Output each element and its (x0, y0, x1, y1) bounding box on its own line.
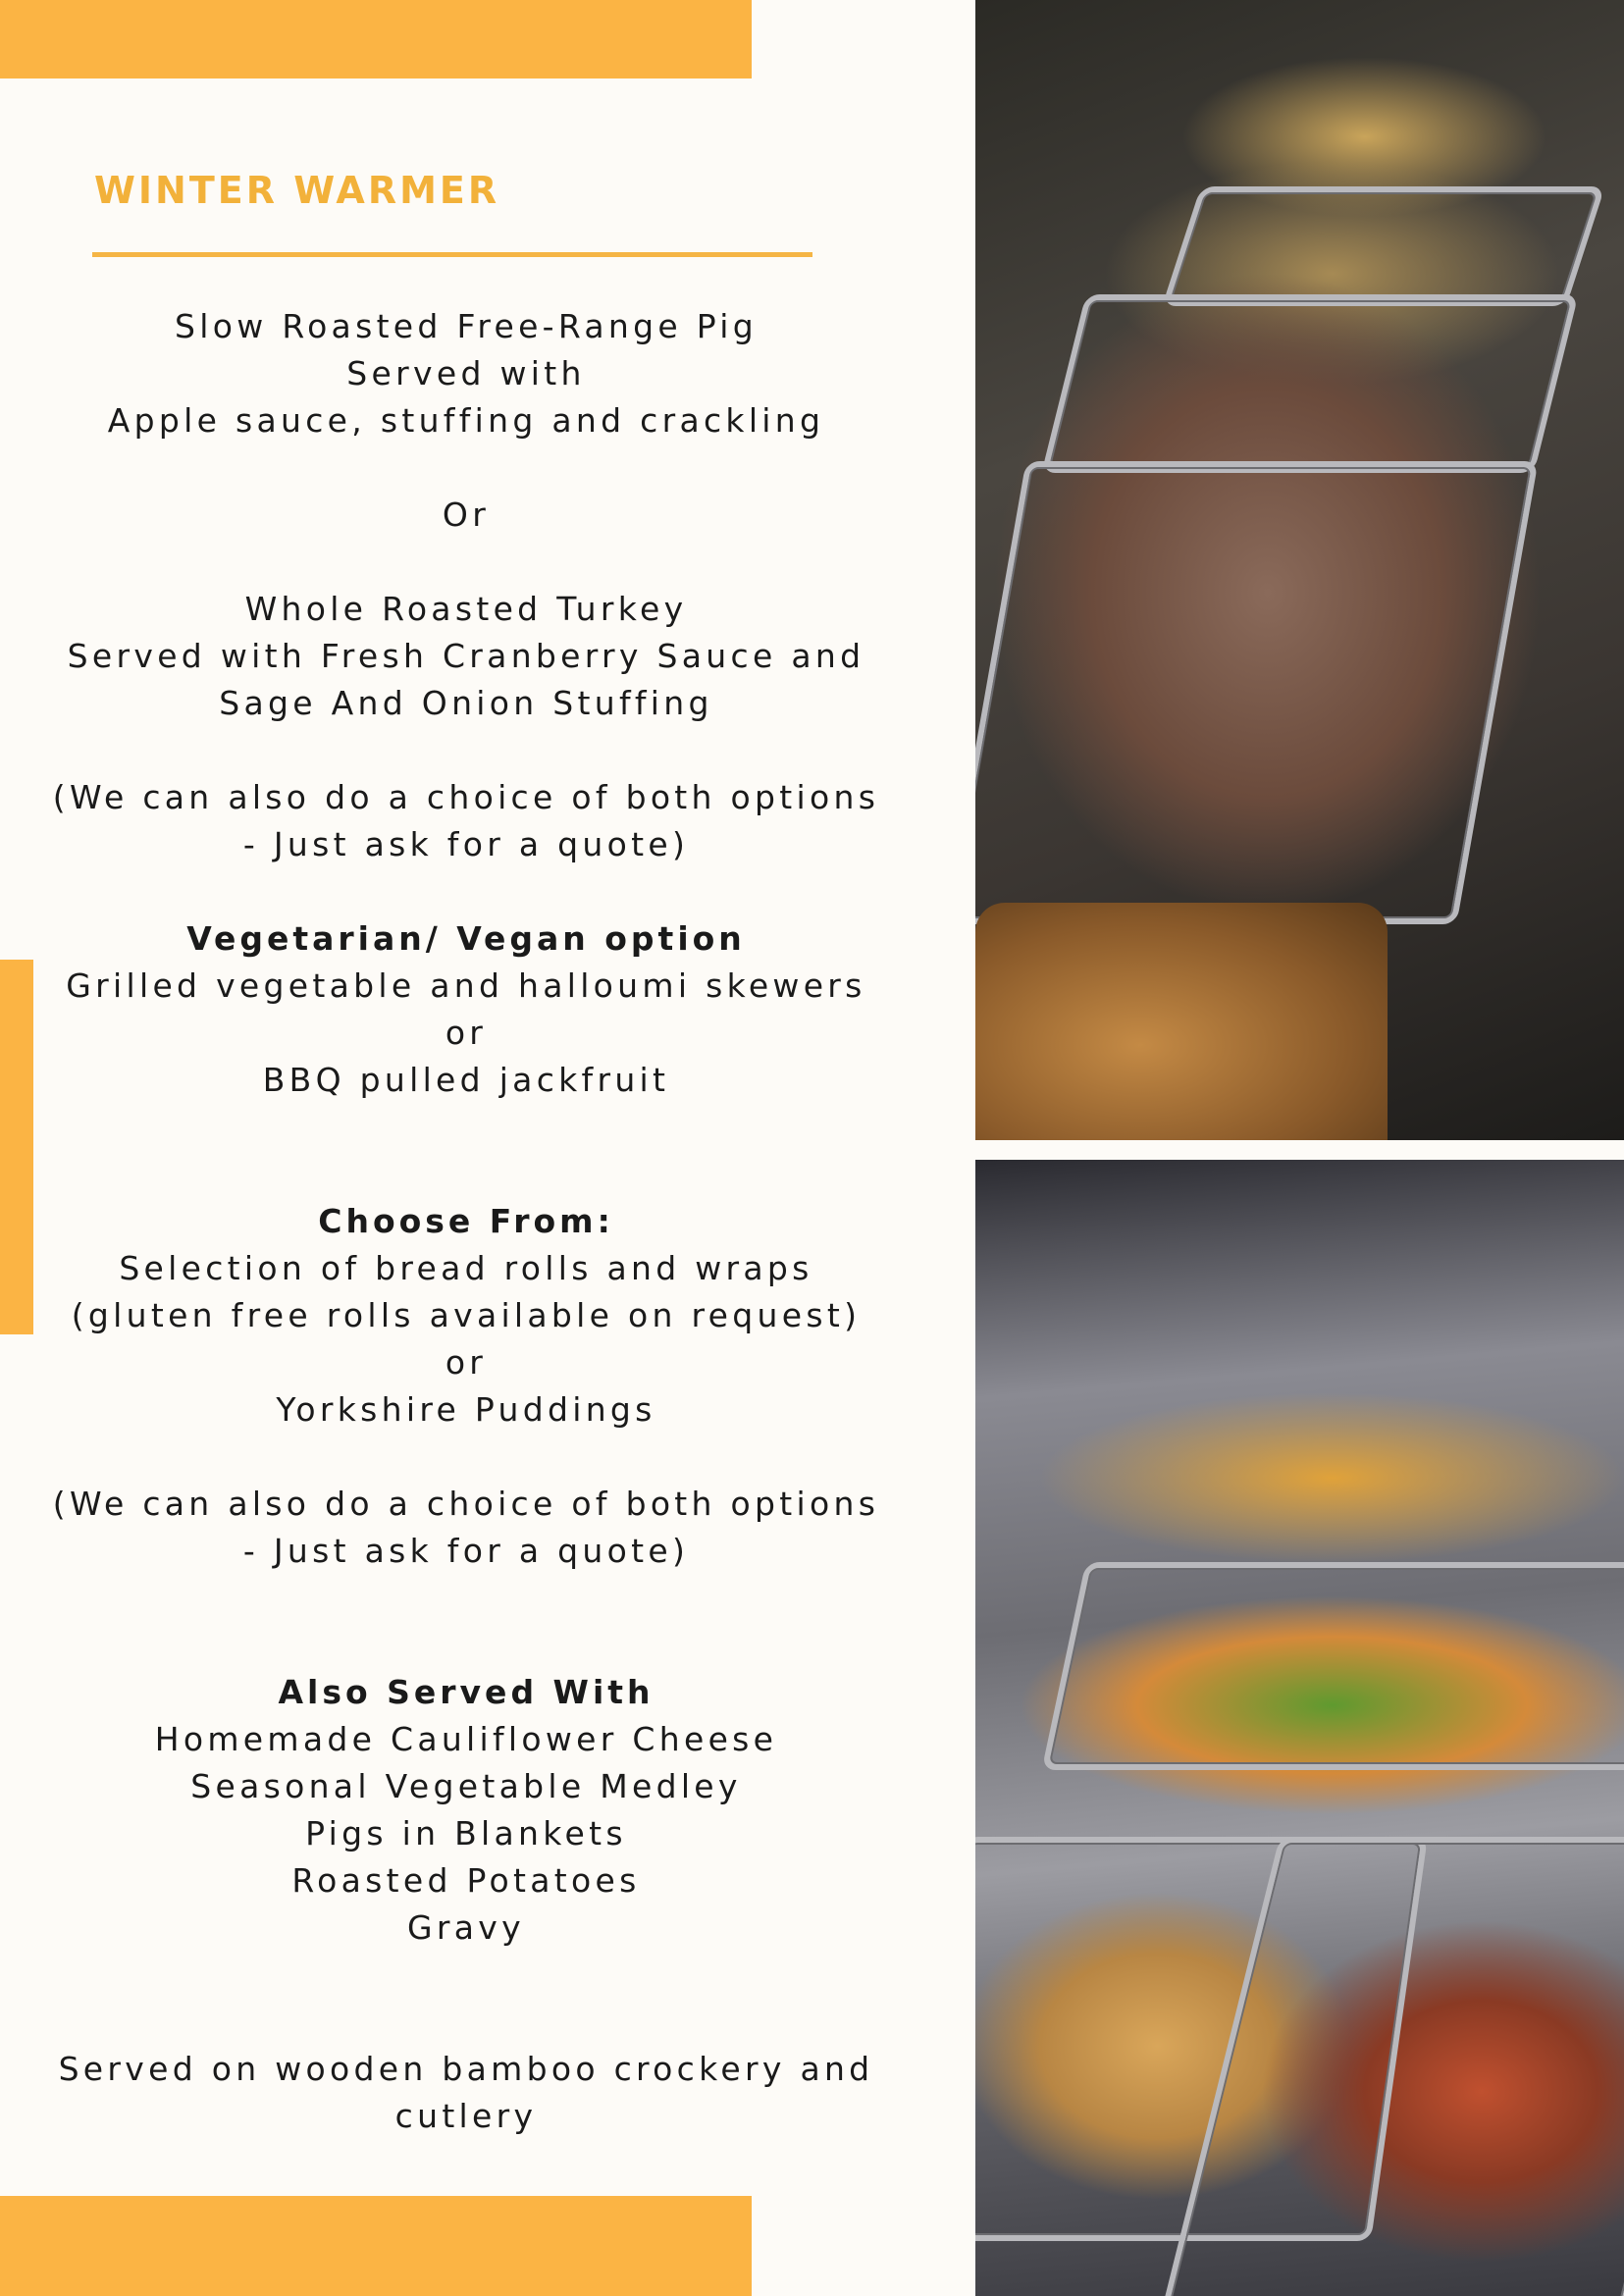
photo-gap (975, 1140, 1624, 1160)
menu-choose-1-note: (gluten free rolls available on request) (71, 1296, 862, 1334)
menu-main-2-sides: Sage And Onion Stuffing (219, 684, 713, 722)
bread-basket (975, 903, 1388, 1140)
menu-veg-1: Grilled vegetable and halloumi skewers (66, 966, 866, 1005)
menu-main-1-served: Served with (346, 354, 586, 392)
serving-tray (1162, 186, 1605, 306)
title-divider (92, 252, 812, 257)
menu-also-4: Roasted Potatoes (291, 1861, 641, 1900)
menu-also-3: Pigs in Blankets (305, 1814, 627, 1852)
serving-tray (1041, 1562, 1624, 1770)
menu-main-1-sides: Apple sauce, stuffing and crackling (107, 401, 825, 440)
menu-both-note-2: - Just ask for a quote) (242, 825, 690, 863)
menu-main-2: Whole Roasted Turkey (244, 590, 688, 628)
menu-veg-2: BBQ pulled jackfruit (262, 1061, 670, 1099)
menu-or: Or (442, 496, 491, 534)
menu-both-note-1: (We can also do a choice of both options (52, 778, 880, 816)
menu-footer-2: cutlery (394, 2097, 538, 2135)
page-title: WINTER WARMER (94, 169, 500, 212)
serving-tray (975, 461, 1539, 924)
menu-veg-or: or (445, 1014, 488, 1052)
buffet-pork-photo (975, 0, 1624, 1140)
menu-choose-1: Selection of bread rolls and wraps (119, 1249, 813, 1287)
menu-also-5: Gravy (407, 1908, 525, 1947)
menu-also-1: Homemade Cauliflower Cheese (154, 1720, 778, 1758)
menu-veg-heading: Vegetarian/ Vegan option (186, 919, 746, 958)
menu-footer-1: Served on wooden bamboo crockery and (58, 2050, 874, 2088)
menu-main-1: Slow Roasted Free-Range Pig (175, 307, 758, 345)
top-accent-bar (0, 0, 752, 78)
menu-also-heading: Also Served With (278, 1673, 655, 1711)
menu-both-note-4: - Just ask for a quote) (242, 1532, 690, 1570)
menu-choose-2: Yorkshire Puddings (276, 1390, 656, 1429)
menu-also-2: Seasonal Vegetable Medley (190, 1767, 742, 1805)
menu-choose-or: or (445, 1343, 488, 1382)
bottom-accent-bar (0, 2196, 752, 2296)
menu-main-2-served: Served with Fresh Cranberry Sauce and (67, 637, 865, 675)
buffet-vegetables-photo (975, 1160, 1624, 2296)
menu-both-note-3: (We can also do a choice of both options (52, 1485, 880, 1523)
menu-choose-heading: Choose From: (318, 1202, 614, 1240)
serving-tray (1041, 294, 1578, 473)
